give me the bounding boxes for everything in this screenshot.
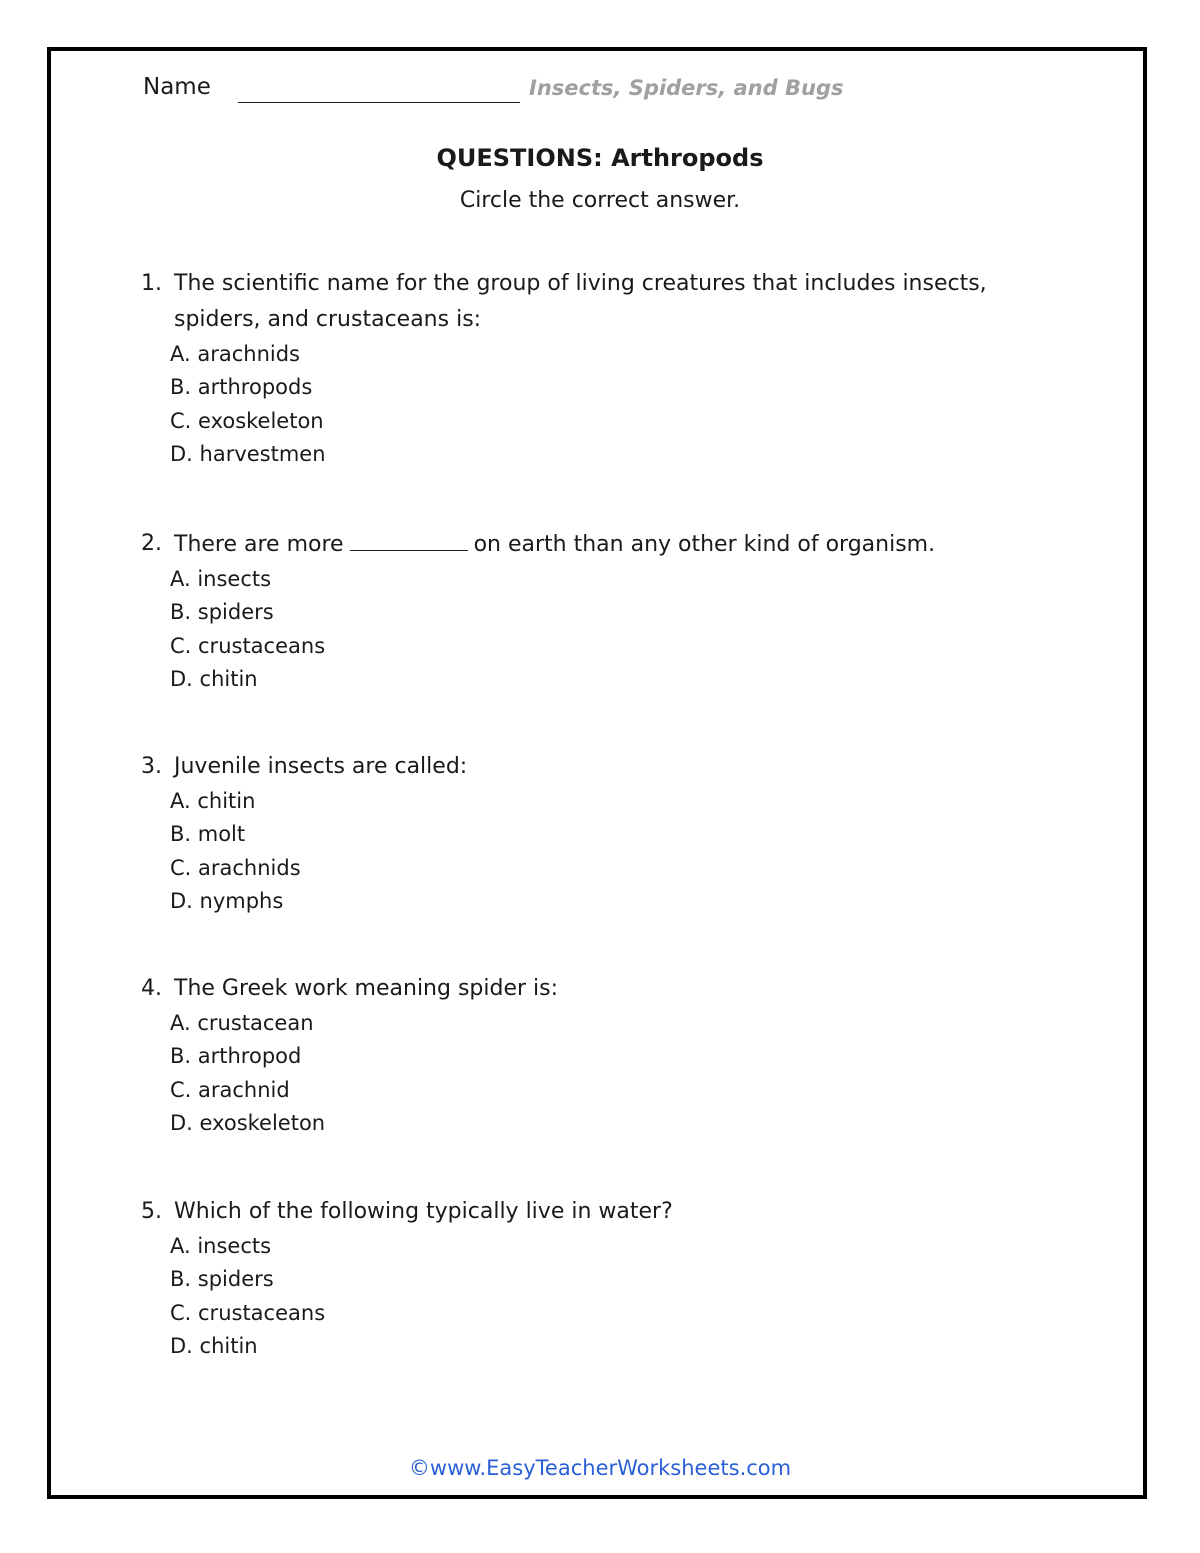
answer-option-c[interactable]: C. exoskeleton bbox=[170, 408, 324, 433]
answer-option-d[interactable]: D. harvestmen bbox=[170, 441, 326, 466]
answer-option-d[interactable]: D. chitin bbox=[170, 1333, 258, 1358]
answer-option-d[interactable]: D. chitin bbox=[170, 666, 258, 691]
answer-option-b[interactable]: B. arthropod bbox=[170, 1044, 302, 1069]
answer-option-c[interactable]: C. crustaceans bbox=[170, 633, 326, 658]
question-3 bbox=[141, 749, 1021, 918]
fill-in-blank[interactable] bbox=[350, 526, 468, 551]
name-label: Name bbox=[143, 74, 211, 100]
answer-option-a[interactable]: A. crustacean bbox=[170, 1011, 314, 1035]
answer-option-c[interactable]: C. arachnids bbox=[170, 855, 301, 880]
name-blank-line[interactable] bbox=[238, 102, 520, 103]
question-text: Which of the following typically live in water? bbox=[174, 1199, 673, 1224]
answer-options bbox=[170, 1007, 1021, 1140]
question-text-after: on earth than any other kind of organism. bbox=[473, 532, 936, 557]
answer-options bbox=[170, 785, 1021, 918]
question-text: Juvenile insects are called: bbox=[174, 754, 468, 779]
answer-option-d[interactable]: D. exoskeleton bbox=[170, 1110, 326, 1135]
question-text: The scientific name for the group of living creatures that includes insects, spiders, and crustaceans is: bbox=[174, 271, 987, 332]
answer-option-b[interactable]: B. molt bbox=[170, 822, 246, 847]
question-1 bbox=[141, 266, 1021, 471]
question-4 bbox=[141, 971, 1021, 1140]
worksheet-subject: Insects, Spiders, and Bugs bbox=[529, 76, 844, 100]
page-title: QUESTIONS: Arthropods bbox=[436, 144, 764, 172]
answer-options bbox=[170, 338, 1021, 471]
question-5 bbox=[141, 1194, 1021, 1363]
question-number: 2. bbox=[141, 531, 162, 556]
answer-option-b[interactable]: B. arthropods bbox=[170, 375, 313, 400]
question-number: 4. bbox=[141, 976, 162, 1001]
answer-options bbox=[170, 563, 1021, 696]
answer-option-a[interactable]: A. insects bbox=[170, 567, 272, 591]
answer-option-a[interactable]: A. arachnids bbox=[170, 342, 300, 366]
answer-option-c[interactable]: C. arachnid bbox=[170, 1077, 290, 1102]
instruction-text: Circle the correct answer. bbox=[459, 188, 741, 213]
answer-option-c[interactable]: C. crustaceans bbox=[170, 1300, 326, 1325]
question-number: 3. bbox=[141, 754, 162, 779]
answer-option-b[interactable]: B. spiders bbox=[170, 600, 274, 625]
answer-option-d[interactable]: D. nymphs bbox=[170, 888, 284, 913]
answer-option-b[interactable]: B. spiders bbox=[170, 1267, 274, 1292]
footer-copyright-link[interactable]: ©www.EasyTeacherWorksheets.com bbox=[408, 1456, 792, 1480]
question-text bbox=[174, 526, 1021, 563]
question-number: 5. bbox=[141, 1199, 162, 1224]
question-2 bbox=[141, 526, 1021, 696]
question-number: 1. bbox=[141, 271, 162, 296]
answer-options bbox=[170, 1230, 1021, 1363]
answer-option-a[interactable]: A. chitin bbox=[170, 789, 256, 813]
question-text: The Greek work meaning spider is: bbox=[174, 976, 559, 1001]
answer-option-a[interactable]: A. insects bbox=[170, 1234, 272, 1258]
question-text-before: There are more bbox=[174, 532, 344, 557]
